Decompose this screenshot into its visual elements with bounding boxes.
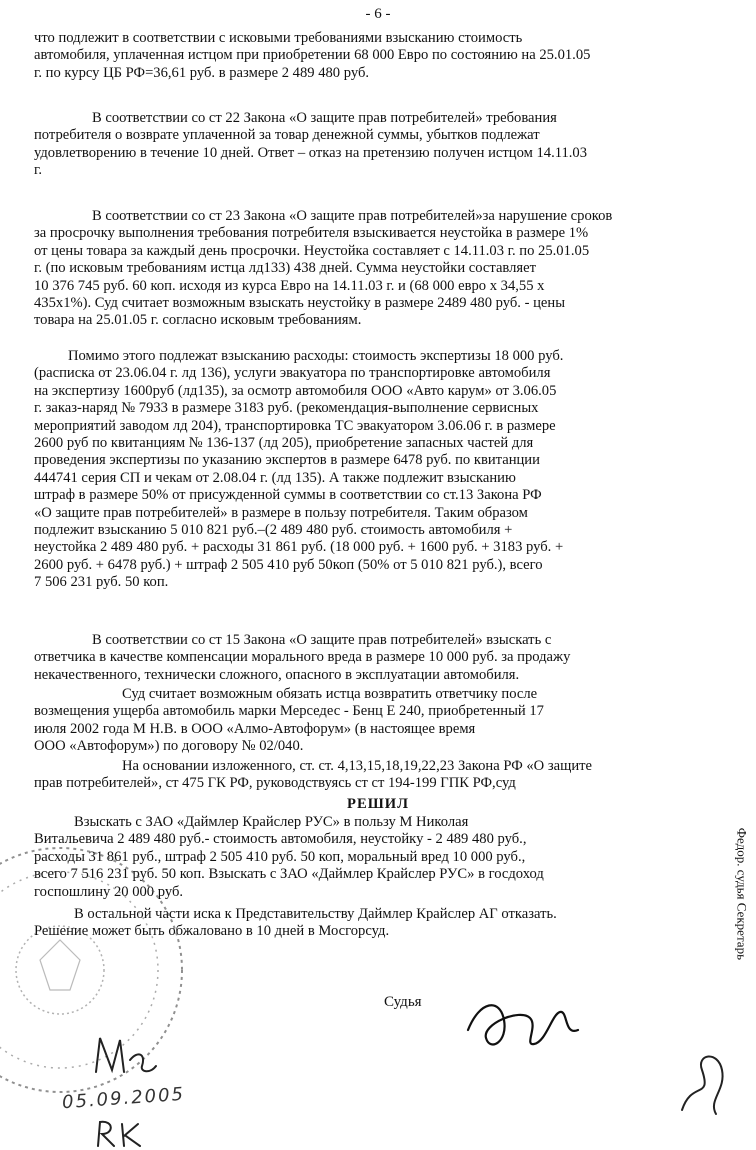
text-line: от цены товара за каждый день просрочки. Неустойка составляет с 14.11.03 г. по 25.01.05 [34, 242, 590, 259]
handwritten-initials [90, 1030, 160, 1080]
paragraph-1 [34, 30, 694, 82]
paragraph-3 [34, 208, 700, 330]
secretary-signature [672, 1040, 732, 1120]
text-line: штраф в размере 50% от присужденной суммы в соответствии со ст.13 Закона РФ [34, 487, 542, 504]
judge-signature [460, 990, 590, 1060]
text-line: Помимо этого подлежат взысканию расходы: стоимость экспертизы 18 000 руб. [68, 348, 564, 364]
text-line: г. по курсу ЦБ РФ=36,61 руб. в размере 2 489 480 руб. [34, 64, 370, 81]
paragraph-5 [34, 632, 704, 684]
text-line: товара на 25.01.05 г. согласно исковым требованиям. [34, 312, 362, 329]
text-line: 2600 руб по квитанциям № 136-137 (лд 205), приобретение запасных частей для [34, 435, 534, 452]
text-line: г. [34, 162, 42, 179]
paragraph-4 [34, 348, 704, 592]
text-line: В остальной части иска к Представительству Даймлер Крайслер АГ отказать. [74, 906, 557, 922]
text-line: прав потребителей», ст 475 ГК РФ, руководствуясь ст ст 194-199 ГПК РФ,суд [34, 775, 516, 792]
text-line: 2600 руб. + 6478 руб.) + штраф 2 505 410 руб 50коп (50% от 5 010 821 руб.), всего [34, 556, 543, 573]
text-line: Суд считает возможным обязать истца возвратить ответчику после [122, 686, 538, 702]
text-line: (расписка от 23.06.04 г. лд 136), услуги эвакуатора по транспортировке автомобиля [34, 365, 551, 382]
handwritten-mark [92, 1118, 152, 1150]
paragraph-7 [34, 758, 704, 793]
margin-note: Федор. судья Секретарь [734, 827, 749, 960]
text-line: возмещения ущерба автомобиль марки Мерседес - Бенц Е 240, приобретенный 17 [34, 703, 544, 720]
text-line: Витальевича 2 489 480 руб.- стоимость автомобиля, неустойку - 2 489 480 руб., [34, 831, 527, 848]
text-line: неустойка 2 489 480 руб. + расходы 31 861 руб. (18 000 руб. + 1600 руб. + 3183 руб. + [34, 539, 564, 556]
text-line: На основании изложенного, ст. ст. 4,13,15,18,19,22,23 Закона РФ «О защите [122, 758, 593, 774]
text-line: на экспертизу 1600руб (лд135), за осмотр автомобиля ООО «Авто карум» от 3.06.05 [34, 382, 557, 399]
text-line: потребителя о возврате уплаченной за товар денежной суммы, убытков подлежат [34, 127, 540, 144]
text-line: госпошлину 20 000 руб. [34, 883, 184, 900]
text-line: автомобиля, уплаченная истцом при приобретении 68 000 Евро по состоянию на 25.01.05 [34, 47, 591, 64]
text-line: Взыскать с ЗАО «Даймлер Крайслер РУС» в пользу М Николая [74, 814, 469, 830]
text-line: г. заказ-наряд № 7933 в размере 3183 руб. (рекомендация-выполнение сервисных [34, 400, 539, 417]
paragraph-2 [34, 110, 694, 180]
text-line: удовлетворению в течение 10 дней. Ответ – отказ на претензию получен истцом 14.11.03 [34, 144, 588, 161]
text-line: ответчика в качестве компенсации морального вреда в размере 10 000 руб. за продажу [34, 649, 571, 666]
text-line: В соответствии со ст 23 Закона «О защите прав потребителей»за нарушение сроков [92, 208, 613, 224]
text-line: что подлежит в соответствии с исковыми требованиями взысканию стоимость [34, 30, 523, 46]
text-line: г. (по исковым требованиям истца лд133) 438 дней. Сумма неустойки составляет [34, 260, 536, 277]
text-line: 10 376 745 руб. 60 коп. исходя из курса Евро на 14.11.03 г. и (68 000 евро х 34,55 х [34, 277, 545, 294]
decision-heading: РЕШИЛ [347, 796, 409, 812]
text-line: всего 7 516 231 руб. 50 коп. Взыскать с ЗАО «Даймлер Крайслер РУС» в госдоход [34, 866, 544, 883]
text-line: 435х1%). Суд считает возможным взыскать неустойку в размере 2489 480 руб. - цены [34, 295, 566, 312]
page-number: - 6 - [365, 6, 391, 22]
text-line: мероприятий заводом лд 204), транспортировка ТС эвакуатором 3.06.06 г. в размере [34, 417, 556, 434]
handwritten-date: 05.09.2005 [61, 1083, 186, 1114]
text-line: 7 506 231 руб. 50 коп. [34, 574, 169, 591]
text-line: проведения экспертизы по указанию экспертов в размере 6478 руб. по квитанции [34, 452, 540, 469]
text-line: некачественного, технически сложного, опасного в эксплуатации автомобиля. [34, 666, 520, 683]
text-line: В соответствии со ст 22 Закона «О защите прав потребителей» требования [92, 110, 557, 126]
paragraph-6 [34, 686, 704, 756]
text-line: подлежит взысканию 5 010 821 руб.–(2 489 480 руб. стоимость автомобиля + [34, 522, 513, 539]
text-line: 444741 серия СП и чекам от 2.08.04 г. (лд 135). А также подлежит взысканию [34, 469, 516, 486]
text-line: Решение может быть обжаловано в 10 дней в Мосгорсуд. [34, 923, 390, 940]
text-line: ООО «Автофорум») по договору № 02/040. [34, 738, 304, 755]
text-line: «О защите прав потребителей» в размере в пользу потребителя. Таким образом [34, 504, 528, 521]
text-line: расходы 31 861 руб., штраф 2 505 410 руб. 50 коп, моральный вред 10 000 руб., [34, 848, 526, 865]
judge-label: Судья [384, 994, 422, 1010]
text-line: июля 2002 года М Н.В. в ООО «Алмо-Автофорум» (в настоящее время [34, 720, 476, 737]
text-line: В соответствии со ст 15 Закона «О защите прав потребителей» взыскать с [92, 632, 552, 648]
text-line: за просрочку выполнения требования потребителя взыскивается неустойка в размере 1% [34, 225, 589, 242]
